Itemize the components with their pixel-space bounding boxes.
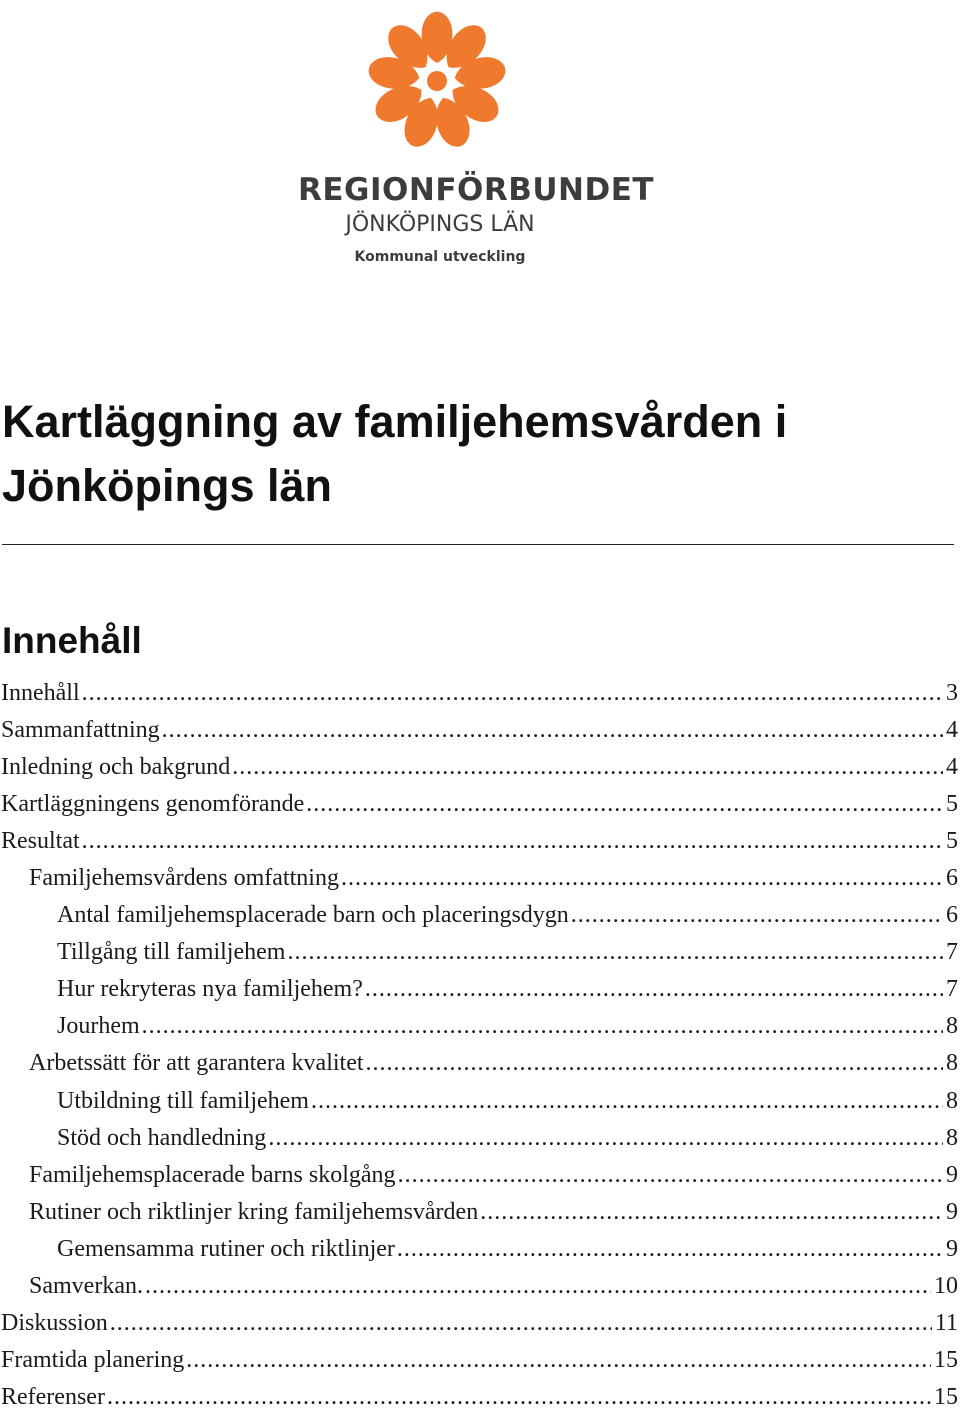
- toc-entry-page-number: 6: [946, 902, 958, 929]
- toc-dot-leader: [365, 971, 943, 1008]
- toc-entry-page-number: 9: [946, 1235, 958, 1262]
- toc-entry[interactable]: [0, 934, 958, 971]
- toc-entry-label: Familjehemsvårdens omfattning: [29, 865, 339, 892]
- toc-entry-label: Utbildning till familjehem: [57, 1087, 309, 1114]
- flower-logo-icon: [362, 6, 512, 156]
- toc-entry[interactable]: [0, 675, 958, 712]
- toc-entry-page-number: 7: [946, 939, 958, 966]
- toc-entry[interactable]: [0, 1268, 958, 1305]
- toc-dot-leader: [162, 712, 943, 749]
- toc-entry-page-number: 10: [934, 1272, 958, 1299]
- title-divider: [2, 544, 954, 545]
- toc-entry-label: Jourhem: [57, 1013, 140, 1040]
- toc-entry[interactable]: [0, 897, 958, 934]
- toc-entry-page-number: 8: [946, 1087, 958, 1114]
- toc-dot-leader: [82, 675, 943, 712]
- toc-entry-page-number: 8: [946, 1050, 958, 1077]
- toc-entry[interactable]: [0, 1379, 958, 1416]
- toc-entry-label: Inledning och bakgrund: [1, 754, 231, 781]
- toc-entry-page-number: 15: [934, 1383, 958, 1410]
- toc-entry-label: Rutiner och riktlinjer kring familjehemsvården: [29, 1198, 479, 1225]
- toc-entry-label: Familjehemsplacerade barns skolgång: [29, 1161, 396, 1188]
- toc-entry-label: Framtida planering: [1, 1346, 185, 1373]
- toc-entry-label: Sammanfattning: [1, 717, 160, 744]
- toc-entry-label: Resultat: [1, 828, 80, 855]
- logo-tagline: Kommunal utveckling: [354, 249, 526, 265]
- toc-entry-page-number: 4: [946, 754, 958, 781]
- table-of-contents: [0, 675, 958, 1416]
- toc-entry[interactable]: [0, 1045, 958, 1082]
- toc-entry-label: Innehåll: [1, 680, 80, 706]
- toc-dot-leader: [110, 1305, 932, 1342]
- toc-entry[interactable]: [0, 1157, 958, 1194]
- toc-entry-page-number: 8: [946, 1013, 958, 1040]
- toc-entry-page-number: 9: [946, 1161, 958, 1188]
- toc-entry[interactable]: [0, 860, 958, 897]
- toc-entry[interactable]: [0, 749, 958, 786]
- toc-entry-page-number: 5: [946, 791, 958, 818]
- toc-entry-label: Hur rekryteras nya familjehem?: [57, 976, 363, 1003]
- toc-dot-leader: [366, 1045, 943, 1082]
- toc-entry[interactable]: [0, 1083, 958, 1120]
- toc-entry[interactable]: [0, 1008, 958, 1045]
- toc-entry-label: Antal familjehemsplacerade barn och placeringsdygn: [57, 902, 569, 929]
- toc-dot-leader: [232, 749, 943, 786]
- toc-entry[interactable]: [0, 823, 958, 860]
- toc-dot-leader: [398, 1157, 943, 1194]
- toc-entry[interactable]: [0, 1342, 958, 1379]
- toc-entry-label: Diskussion: [1, 1309, 108, 1336]
- toc-heading: Innehåll: [2, 620, 142, 661]
- toc-entry[interactable]: [0, 712, 958, 749]
- toc-entry[interactable]: [0, 786, 958, 823]
- toc-entry-label: Tillgång till familjehem: [57, 939, 286, 966]
- toc-dot-leader: [287, 934, 943, 971]
- toc-entry-label: Stöd och handledning: [57, 1124, 267, 1151]
- toc-dot-leader: [82, 823, 943, 860]
- toc-entry[interactable]: [0, 1120, 958, 1157]
- toc-dot-leader: [142, 1008, 943, 1045]
- toc-dot-leader: [306, 786, 943, 823]
- toc-entry-label: Kartläggningens genomförande: [1, 791, 305, 818]
- logo-org-name: REGIONFÖRBUNDET: [298, 172, 655, 208]
- toc-dot-leader: [186, 1342, 931, 1379]
- toc-entry[interactable]: [0, 1305, 958, 1342]
- document-title: [2, 390, 902, 518]
- toc-dot-leader: [571, 897, 943, 934]
- toc-dot-leader: [397, 1231, 943, 1268]
- toc-entry-page-number: 6: [946, 865, 958, 892]
- toc-entry[interactable]: [0, 1194, 958, 1231]
- toc-dot-leader: [107, 1379, 931, 1416]
- toc-entry[interactable]: [0, 1231, 958, 1268]
- toc-entry-page-number: 3: [946, 680, 958, 706]
- toc-dot-leader: [341, 860, 943, 897]
- toc-entry-page-number: 9: [946, 1198, 958, 1225]
- toc-entry-label: Samverkan.: [29, 1272, 143, 1299]
- document-title-line-2: Jönköpings län: [2, 460, 333, 511]
- toc-entry-page-number: 5: [946, 828, 958, 855]
- toc-entry-page-number: 11: [934, 1309, 958, 1336]
- document-title-line-1: Kartläggning av familjehemsvården i: [2, 396, 788, 447]
- toc-entry-page-number: 7: [946, 976, 958, 1003]
- toc-dot-leader: [311, 1083, 943, 1120]
- logo-region-name: JÖNKÖPINGS LÄN: [345, 212, 535, 237]
- toc-dot-leader: [268, 1120, 943, 1157]
- toc-entry-label: Gemensamma rutiner och riktlinjer: [57, 1235, 395, 1262]
- toc-entry-label: Referenser: [1, 1383, 105, 1410]
- toc-entry-page-number: 15: [934, 1346, 958, 1373]
- regionforbundet-logo: [292, 0, 655, 280]
- toc-entry-label: Arbetssätt för att garantera kvalitet: [29, 1050, 364, 1077]
- toc-entry-page-number: 8: [946, 1124, 958, 1151]
- toc-dot-leader: [480, 1194, 943, 1231]
- toc-dot-leader: [145, 1268, 931, 1305]
- toc-entry[interactable]: [0, 971, 958, 1008]
- toc-entry-page-number: 4: [946, 717, 958, 744]
